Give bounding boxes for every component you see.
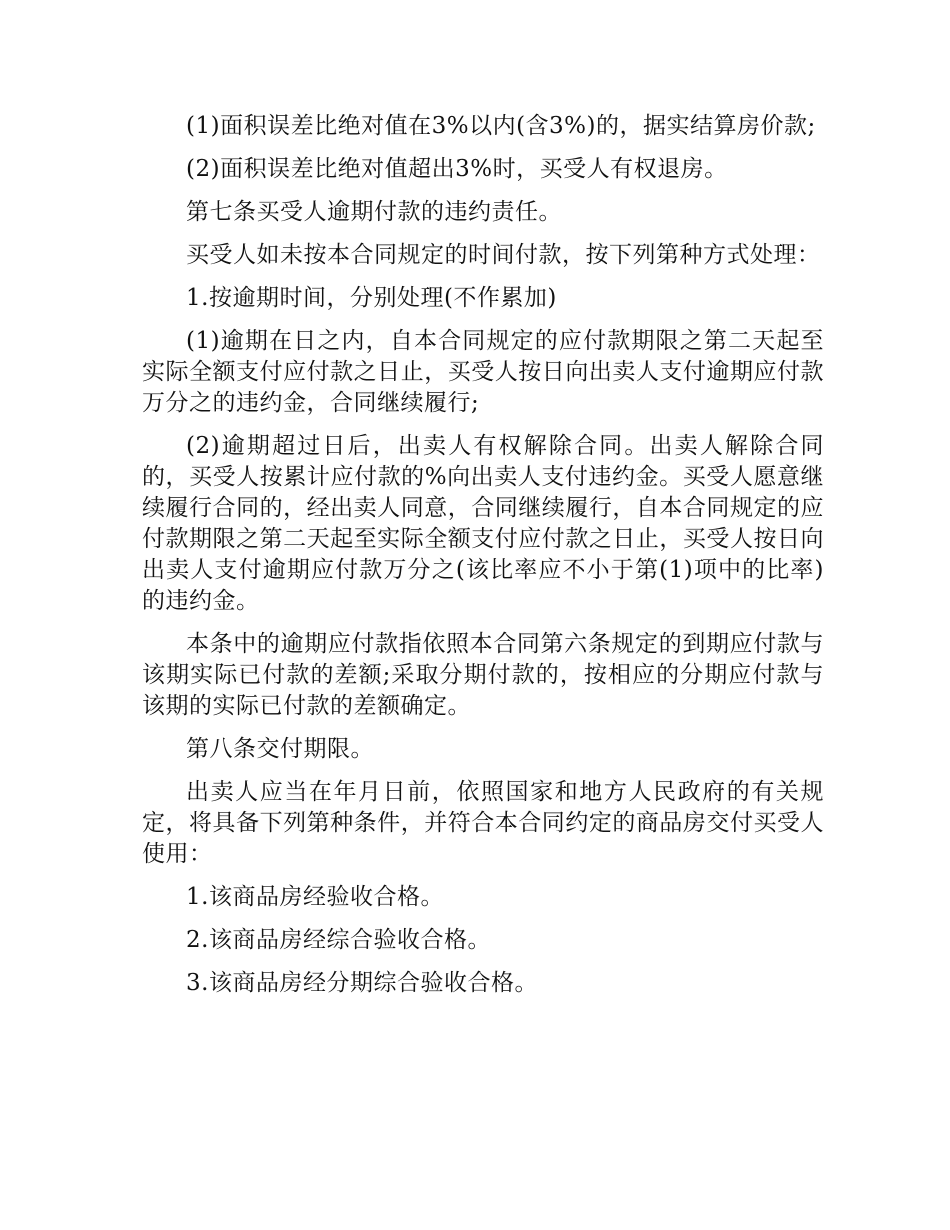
paragraph-area-within-3-percent: (1)面积误差比绝对值在3%以内(含3%)的，据实结算房价款; (186, 113, 816, 139)
paragraph-area-exceeds-3-percent: (2)面积误差比绝对值超出3%时，买受人有权退房。 (186, 156, 728, 182)
paragraph-overdue-within-days: (1)逾期在日之内，自本合同规定的应付款期限之第二天起至实际全额支付应付款之日止，买受人按日向出卖人支付逾期应付款万分之的违约金，合同继续履行; (142, 328, 824, 416)
paragraph-late-payment-intro: 买受人如未按本合同规定的时间付款，按下列第种方式处理： (186, 242, 821, 268)
list-item-inspection-passed: 1.该商品房经验收合格。 (186, 884, 444, 910)
article-7-heading: 第七条买受人逾期付款的违约责任。 (186, 199, 562, 225)
paragraph-overdue-beyond-days: (2)逾期超过日后，出卖人有权解除合同。出卖人解除合同的，买受人按累计应付款的%向出卖人支付违约金。买受人愿意继续履行合同的，经出卖人同意，合同继续履行，自本合同规定的应付款期限之第二天起至实际全额支付应付款之日止，买受人按日向出卖人支付逾期应付款万分之(该比率应不小于第(1)项中的比率)的违约金。 (142, 433, 824, 614)
paragraph-delivery-deadline: 出卖人应当在年月日前，依照国家和地方人民政府的有关规定，将具备下列第种条件，并符合本合同约定的商品房交付买受人使用： (142, 779, 824, 867)
list-item-phased-inspection: 3.该商品房经分期综合验收合格。 (186, 970, 538, 996)
list-item-comprehensive-inspection: 2.该商品房经综合验收合格。 (186, 927, 491, 953)
article-8-heading: 第八条交付期限。 (186, 736, 374, 762)
paragraph-overdue-definition: 本条中的逾期应付款指依照本合同第六条规定的到期应付款与该期实际已付款的差额;采取分期付款的，按相应的分期应付款与该期的实际已付款的差额确定。 (142, 631, 824, 719)
list-item-overdue-time: 1.按逾期时间，分别处理(不作累加) (186, 285, 557, 311)
document-body (142, 111, 824, 1011)
